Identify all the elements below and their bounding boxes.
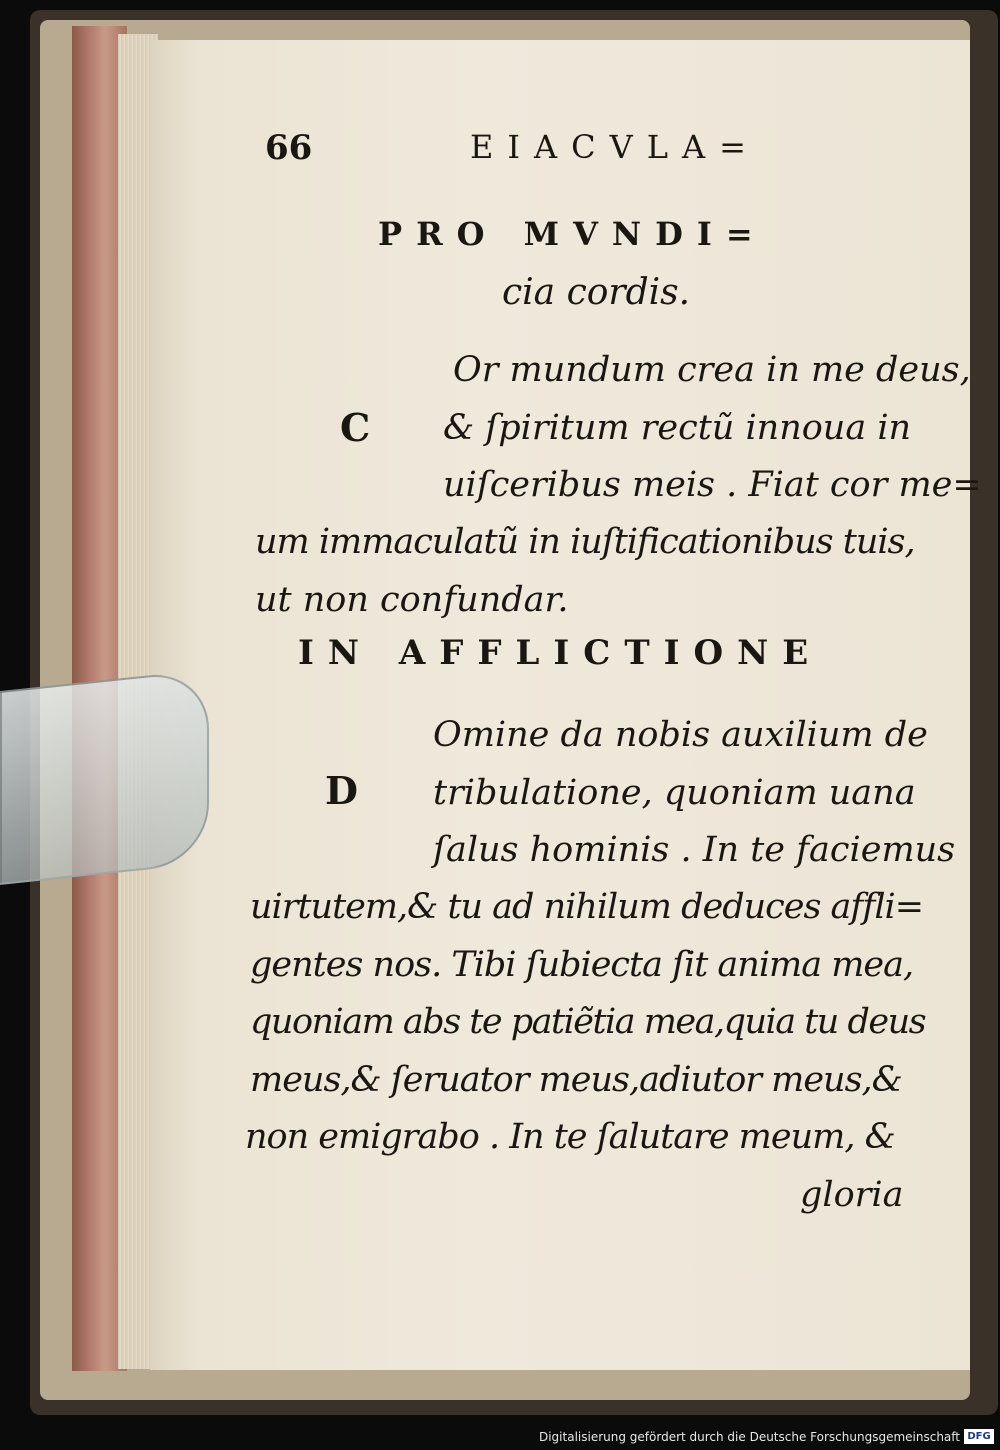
text-line: uirtutem,& tu ad nihilum deduces affli= — [250, 887, 924, 927]
text-line: ſalus hominis . In te faciemus — [433, 830, 956, 870]
text-line: um immaculatũ in iuſtificationibus tuis, — [255, 522, 915, 562]
text-line: meus,& ſeruator meus,adiutor meus,& — [250, 1060, 902, 1100]
text-line: tribulatione, quoniam uana — [433, 773, 916, 813]
digitization-credit: Digitalisierung gefördert durch die Deutsche Forschungsgemeinschaft — [538, 1430, 960, 1444]
text-line: Or mundum crea in me deus, — [453, 350, 971, 390]
drop-initial-d: D — [325, 768, 358, 813]
text-line: ut non confundar. — [255, 580, 569, 620]
section-heading-subline: cia cordis. — [502, 272, 691, 313]
page-number: 66 — [265, 128, 313, 168]
text-line: uiſceribus meis . Fiat cor me= — [443, 465, 982, 505]
text-line: Omine da nobis auxilium de — [433, 715, 928, 755]
text-line: gentes nos. Tibi ſubiecta ſit anima mea, — [250, 945, 914, 985]
page-clip — [0, 669, 209, 885]
dfg-logo: DFG — [964, 1429, 994, 1444]
book-page — [150, 40, 982, 1370]
section-heading-afflictione: IN AFFLICTIONE — [298, 633, 823, 673]
section-heading-mundicia: PRO MVNDI= — [378, 215, 767, 253]
text-line: quoniam abs te patiẽtia mea,quia tu deus — [250, 1002, 926, 1042]
text-line: & ſpiritum rectũ innoua in — [443, 408, 912, 448]
running-title: EIACVLA= — [470, 128, 760, 166]
drop-initial-c: C — [340, 405, 371, 450]
text-line: non emigrabo . In te ſalutare meum, & — [245, 1117, 895, 1157]
catchword: gloria — [800, 1175, 904, 1215]
